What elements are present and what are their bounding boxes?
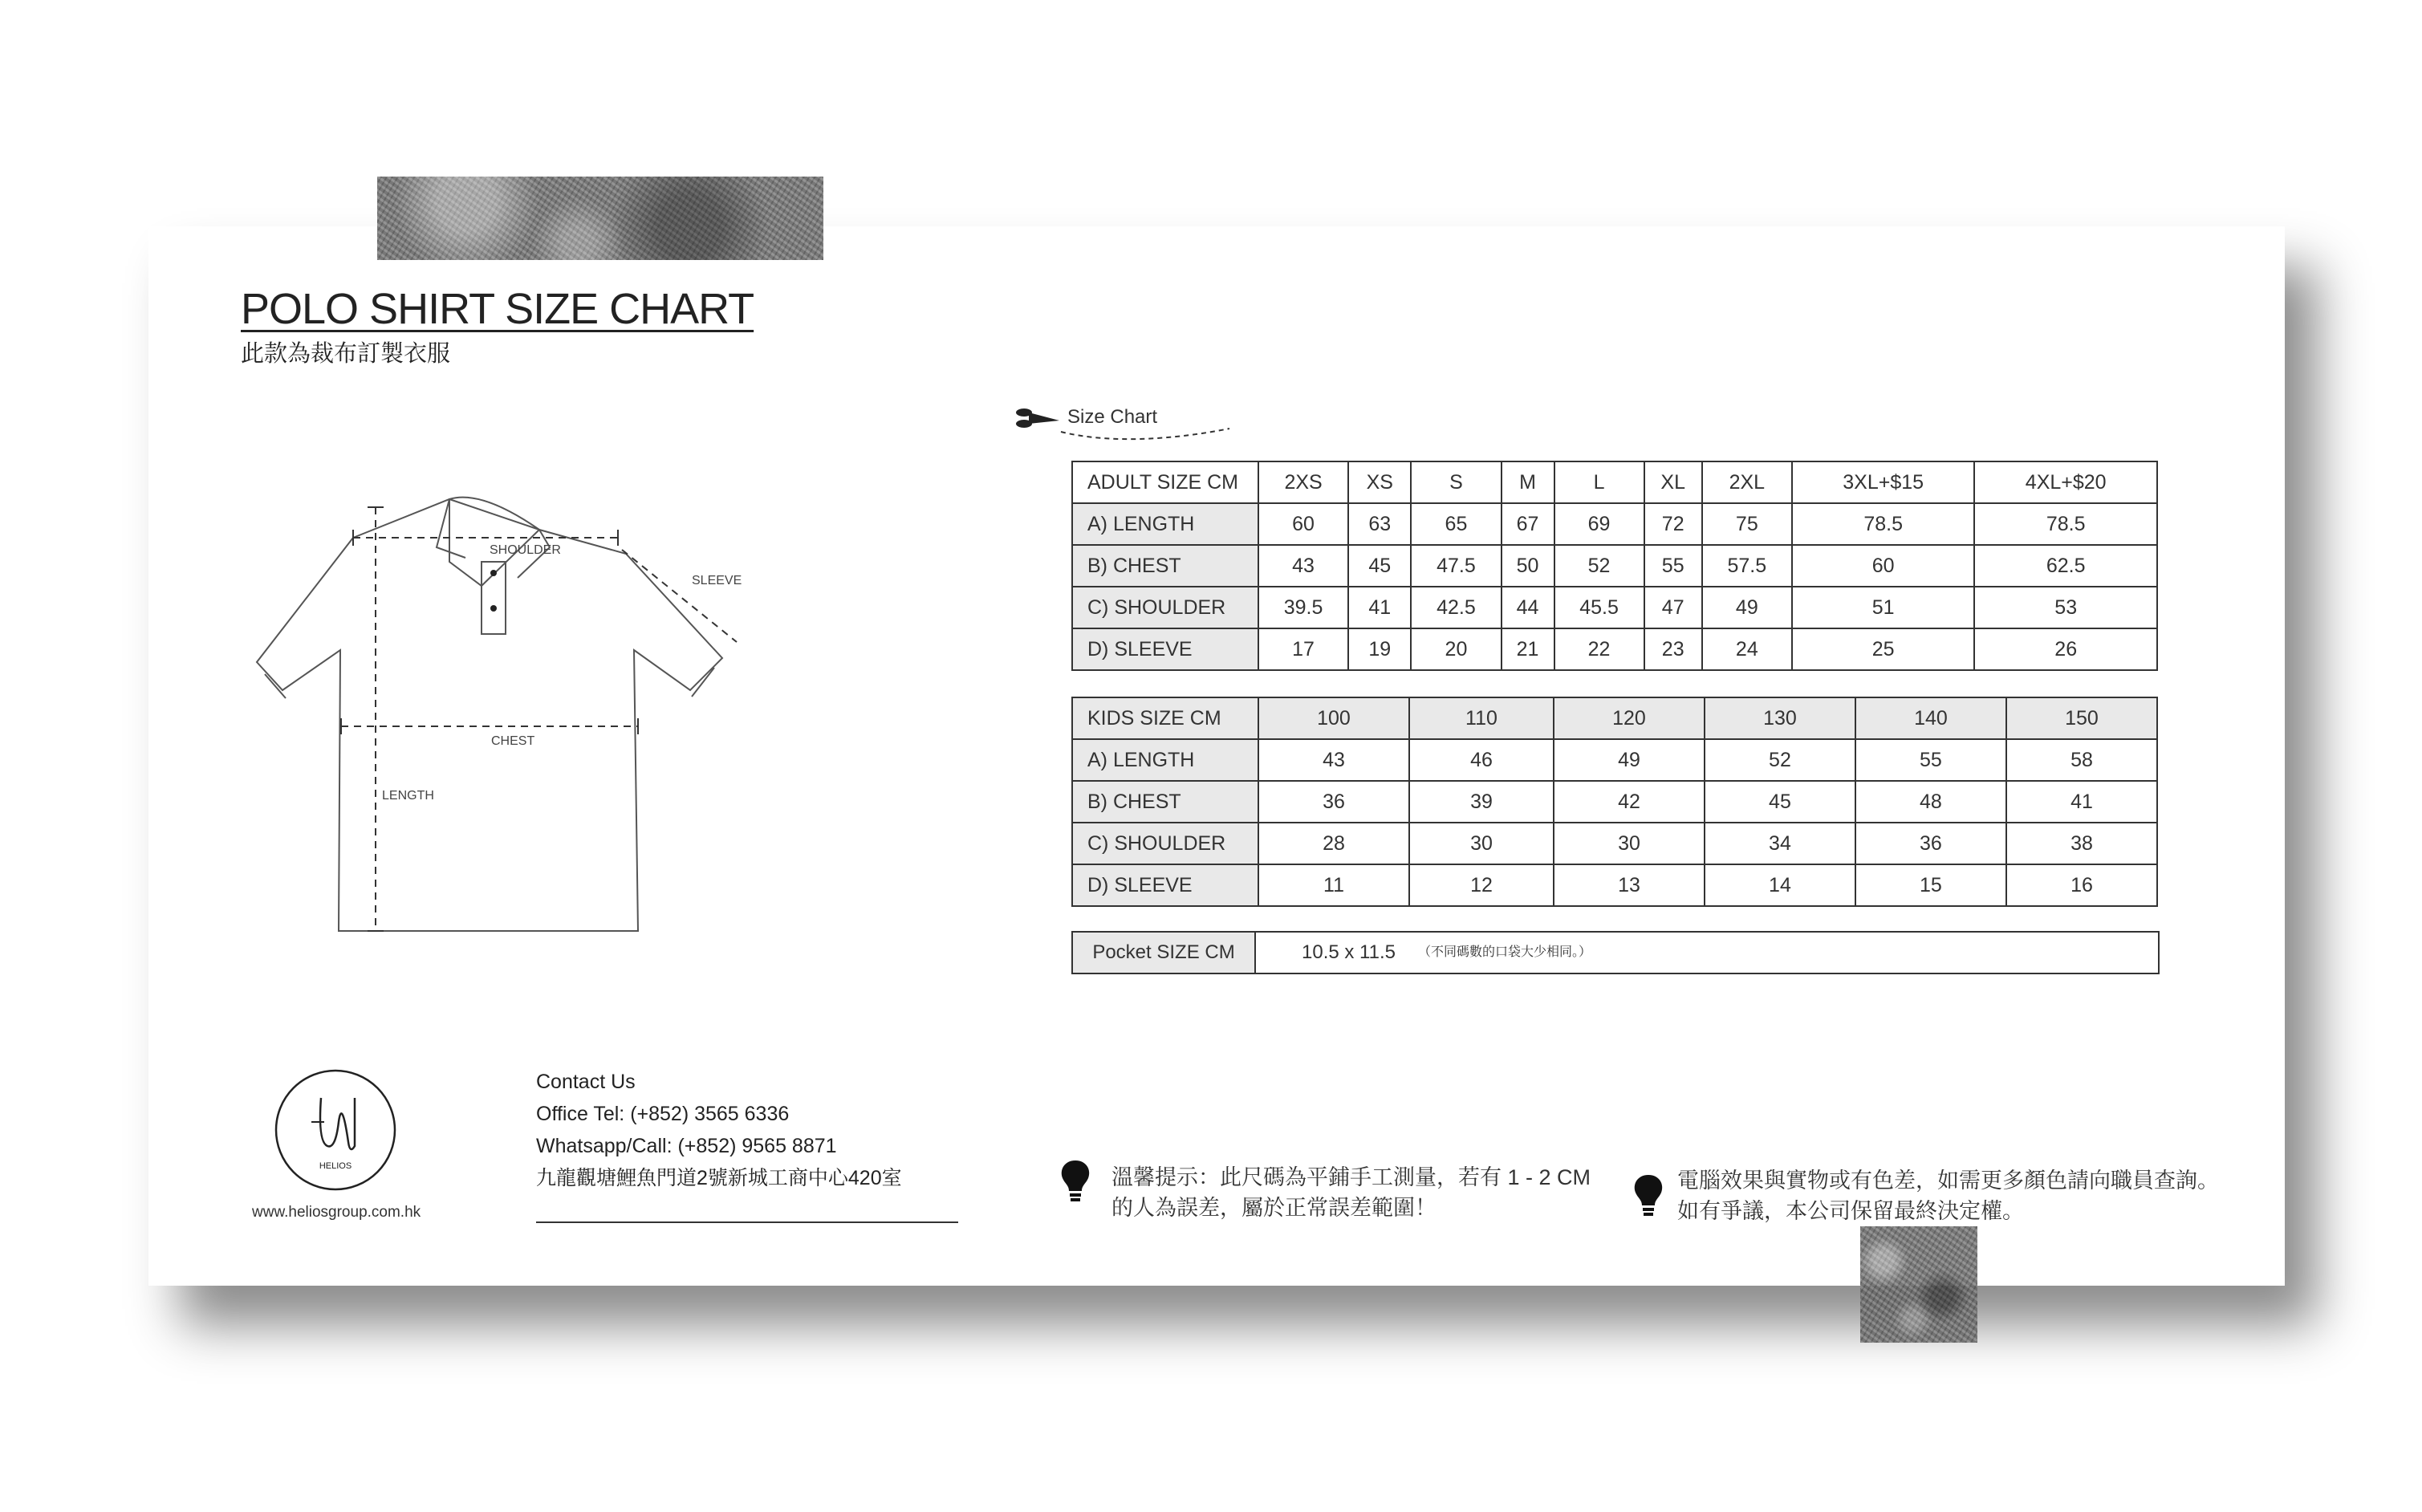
size-header-cell: 3XL+$15: [1792, 461, 1975, 503]
shoulder-label: SHOULDER: [490, 543, 561, 557]
tape-decoration-top: [377, 177, 823, 260]
table-cell: 41: [1348, 587, 1411, 628]
size-header-cell: 130: [1705, 697, 1855, 739]
kids-header-cell: KIDS SIZE CM: [1072, 697, 1258, 739]
notice-measurement: [1111, 1162, 1591, 1223]
logo-text: HELIOS: [319, 1161, 352, 1171]
table-cell: 22: [1554, 628, 1644, 670]
table-cell: 30: [1409, 823, 1554, 864]
row-label: A) LENGTH: [1072, 503, 1258, 545]
table-cell: 55: [1855, 739, 2006, 781]
row-label: A) LENGTH: [1072, 739, 1258, 781]
helios-logo: [271, 1066, 400, 1194]
table-cell: 39: [1409, 781, 1554, 823]
adult-header-cell: ADULT SIZE CM: [1072, 461, 1258, 503]
table-cell: 23: [1644, 628, 1702, 670]
table-cell: 11: [1258, 864, 1409, 906]
table-cell: 24: [1702, 628, 1792, 670]
table-cell: 26: [1974, 628, 2157, 670]
table-cell: 47.5: [1411, 545, 1501, 587]
website-link[interactable]: www.heliosgroup.com.hk: [252, 1204, 421, 1221]
table-cell: 60: [1792, 545, 1975, 587]
table-cell: 55: [1644, 545, 1702, 587]
table-header-row: [1072, 461, 2157, 503]
table-cell: 34: [1705, 823, 1855, 864]
table-row: [1072, 628, 2157, 670]
table-cell: 45: [1348, 545, 1411, 587]
table-cell: 42: [1554, 781, 1705, 823]
row-label: B) CHEST: [1072, 545, 1258, 587]
length-label: LENGTH: [382, 789, 434, 803]
table-cell: 78.5: [1974, 503, 2157, 545]
table-cell: 16: [2006, 864, 2157, 906]
table-cell: 30: [1554, 823, 1705, 864]
size-header-cell: S: [1411, 461, 1501, 503]
table-cell: 72: [1644, 503, 1702, 545]
table-cell: 69: [1554, 503, 1644, 545]
size-header-cell: 110: [1409, 697, 1554, 739]
notice-line: 的人為誤差，屬於正常誤差範圍！: [1111, 1196, 1437, 1220]
size-header-cell: XS: [1348, 461, 1411, 503]
table-cell: 78.5: [1792, 503, 1975, 545]
size-chart-heading: [1013, 400, 1237, 448]
table-cell: 52: [1554, 545, 1644, 587]
table-row: [1072, 587, 2157, 628]
row-label: B) CHEST: [1072, 781, 1258, 823]
pocket-note: （不同碼數的口袋大少相同。）: [1418, 945, 1592, 959]
table-cell: 45: [1705, 781, 1855, 823]
table-cell: 28: [1258, 823, 1409, 864]
table-cell: 36: [1258, 781, 1409, 823]
table-row: [1072, 781, 2157, 823]
table-cell: 51: [1792, 587, 1975, 628]
table-cell: 75: [1702, 503, 1792, 545]
table-cell: 21: [1502, 628, 1554, 670]
polo-shirt-diagram: [241, 490, 754, 939]
size-header-cell: 120: [1554, 697, 1705, 739]
size-header-cell: XL: [1644, 461, 1702, 503]
notice-line: 溫馨提示：此尺碼為平鋪手工測量，若有 1 - 2 CM: [1111, 1165, 1591, 1189]
row-label: D) SLEEVE: [1072, 864, 1258, 906]
page-title: POLO SHIRT SIZE CHART: [241, 285, 754, 333]
contact-heading: Contact Us: [536, 1071, 636, 1093]
size-header-cell: 2XS: [1258, 461, 1348, 503]
kids-size-table: [1071, 697, 2158, 907]
table-cell: 36: [1855, 823, 2006, 864]
table-row: [1072, 739, 2157, 781]
table-cell: 14: [1705, 864, 1855, 906]
lightbulb-icon: [1631, 1173, 1666, 1221]
sleeve-label: SLEEVE: [692, 574, 742, 587]
table-cell: 42.5: [1411, 587, 1501, 628]
table-cell: 45.5: [1554, 587, 1644, 628]
table-cell: 13: [1554, 864, 1705, 906]
table-header-row: [1072, 697, 2157, 739]
table-cell: 49: [1554, 739, 1705, 781]
table-cell: 12: [1409, 864, 1554, 906]
table-cell: 50: [1502, 545, 1554, 587]
table-cell: 49: [1702, 587, 1792, 628]
table-cell: 63: [1348, 503, 1411, 545]
pocket-size-row: [1071, 931, 2160, 974]
table-cell: 47: [1644, 587, 1702, 628]
table-cell: 57.5: [1702, 545, 1792, 587]
chest-label: CHEST: [491, 734, 535, 748]
table-cell: 41: [2006, 781, 2157, 823]
size-header-cell: L: [1554, 461, 1644, 503]
address: 九龍觀塘鯉魚門道2號新城工商中心420室: [536, 1167, 902, 1189]
pocket-label: Pocket SIZE CM: [1073, 933, 1256, 973]
office-phone: Office Tel: (+852) 3565 6336: [536, 1103, 790, 1125]
table-cell: 39.5: [1258, 587, 1348, 628]
table-cell: 60: [1258, 503, 1348, 545]
lightbulb-icon: [1058, 1159, 1093, 1207]
table-cell: 53: [1974, 587, 2157, 628]
table-cell: 48: [1855, 781, 2006, 823]
size-header-cell: 150: [2006, 697, 2157, 739]
table-cell: 25: [1792, 628, 1975, 670]
table-cell: 44: [1502, 587, 1554, 628]
table-cell: 38: [2006, 823, 2157, 864]
button-top-icon: [490, 570, 497, 576]
table-cell: 43: [1258, 545, 1348, 587]
pocket-value: 10.5 x 11.5: [1302, 941, 1396, 963]
divider: [536, 1221, 958, 1223]
adult-size-table: [1071, 461, 2158, 671]
table-row: [1072, 545, 2157, 587]
table-cell: 62.5: [1974, 545, 2157, 587]
table-row: [1072, 823, 2157, 864]
page-subtitle: 此款為裁布訂製衣服: [241, 341, 451, 367]
table-cell: 65: [1411, 503, 1501, 545]
tape-decoration-bottom: [1860, 1226, 1977, 1343]
row-label: C) SHOULDER: [1072, 823, 1258, 864]
contact-block: [536, 1066, 902, 1194]
table-cell: 58: [2006, 739, 2157, 781]
size-header-cell: 100: [1258, 697, 1409, 739]
table-cell: 19: [1348, 628, 1411, 670]
size-header-cell: 140: [1855, 697, 2006, 739]
size-chart-label: Size Chart: [1067, 406, 1158, 428]
table-row: [1072, 864, 2157, 906]
table-cell: 52: [1705, 739, 1855, 781]
whatsapp-phone: Whatsapp/Call: (+852) 9565 8871: [536, 1135, 837, 1157]
table-cell: 46: [1409, 739, 1554, 781]
row-label: D) SLEEVE: [1072, 628, 1258, 670]
size-header-cell: M: [1502, 461, 1554, 503]
size-header-cell: 2XL: [1702, 461, 1792, 503]
table-cell: 43: [1258, 739, 1409, 781]
table-cell: 20: [1411, 628, 1501, 670]
table-cell: 15: [1855, 864, 2006, 906]
notice-line: 電腦效果與實物或有色差，如需更多顏色請向職員查詢。: [1677, 1169, 2219, 1193]
row-label: C) SHOULDER: [1072, 587, 1258, 628]
size-header-cell: 4XL+$20: [1974, 461, 2157, 503]
notice-color: [1677, 1165, 2219, 1226]
notice-line: 如有爭議，本公司保留最終決定權。: [1677, 1199, 2024, 1223]
button-bottom-icon: [490, 605, 497, 612]
table-cell: 67: [1502, 503, 1554, 545]
table-cell: 17: [1258, 628, 1348, 670]
table-row: [1072, 503, 2157, 545]
